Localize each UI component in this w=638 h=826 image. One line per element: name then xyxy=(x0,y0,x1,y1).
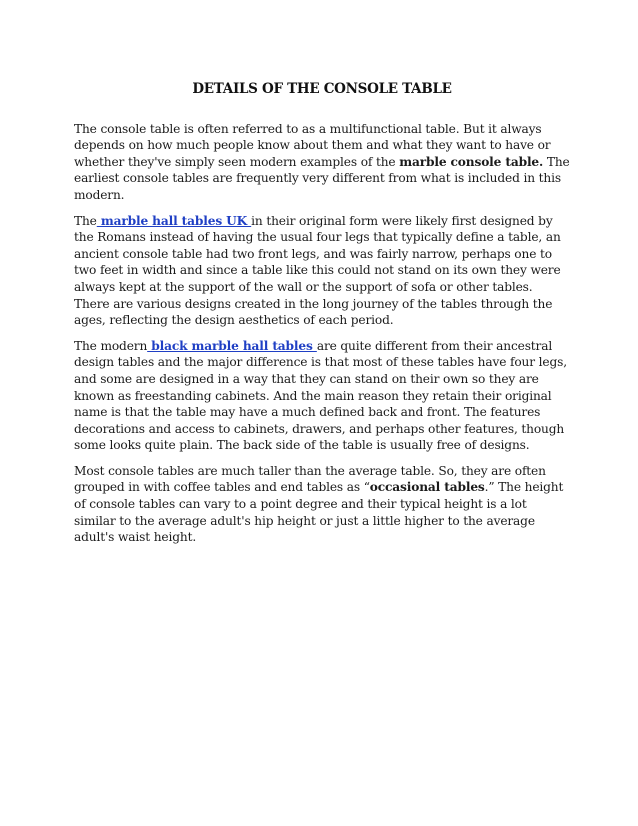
paragraph-height-text: Most console tables are much taller than the average table. So, they are often grouped in with coffee tables and end tables as “ xyxy=(74,463,546,495)
page-title: DETAILS OF THE CONSOLE TABLE xyxy=(192,81,452,97)
paragraph-modern-lead: The modern xyxy=(74,338,148,353)
paragraph-history-lead: The xyxy=(74,213,97,228)
paragraph-history-text: in their original form were likely first designed by the Romans instead of having the usual four legs that typically define a table, an ancient console table had two front legs, and was fairly narrow, perhaps one to two feet in width and since a table like this could not stand on its own they were always kept at the support of the wall or the support of sofa or other tables. There are various designs created in the long journey of the tables through the ages, reflecting the design aesthetics of each period. xyxy=(74,213,561,328)
paragraph-height-bold: occasional tables xyxy=(369,480,485,495)
paragraph-height xyxy=(74,463,570,546)
paragraph-height-tail: .” The height of console tables can vary to a point degree and their typical height is a lot similar to the average adult's hip height or just a little higher to the average adult's waist height. xyxy=(74,480,564,545)
paragraph-intro xyxy=(74,121,570,204)
paragraph-history xyxy=(74,213,570,329)
paragraph-modern xyxy=(74,338,570,454)
paragraph-intro-text: The console table is often referred to as a multifunctional table. But it always depends on how much people know about them and what they want to have or whether they've simply seen modern examples of the xyxy=(74,121,551,169)
document-body xyxy=(74,81,570,555)
link-black-marble-hall-tables[interactable]: black marble hall tables xyxy=(147,338,317,353)
paragraph-intro-tail: The earliest console tables are frequently very different from what is included in this modern. xyxy=(74,154,570,202)
link-marble-hall-tables-uk[interactable]: marble hall tables UK xyxy=(96,213,252,228)
paragraph-intro-bold: marble console table. xyxy=(399,154,544,169)
paragraph-modern-text: are quite different from their ancestral design tables and the major difference is that most of these tables have four legs, and some are designed in a way that they can stand on their own so they are known as freestanding cabinets. And the main reason they retain their original name is that the table may have a much defined back and front. The features decorations and access to cabinets, drawers, and perhaps other features, though some looks quite plain. The back side of the table is usually free of designs. xyxy=(74,338,567,453)
